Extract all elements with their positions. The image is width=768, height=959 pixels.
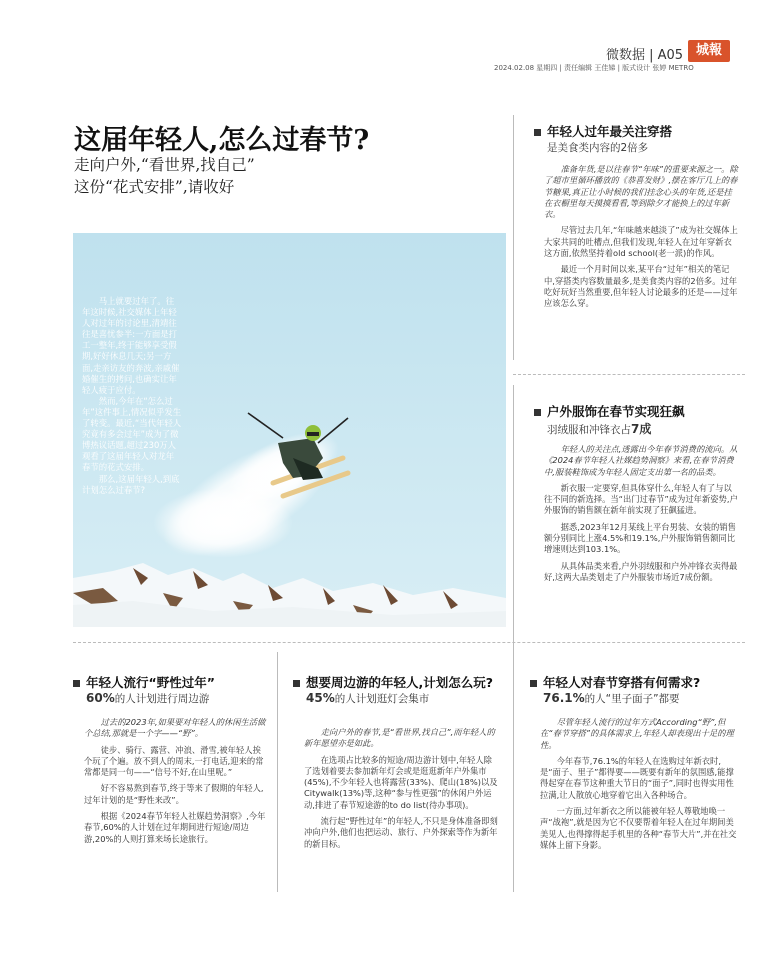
section-title-trip: 想要周边游的年轻人,计划怎么玩? (293, 673, 493, 691)
body-paragraph: 流行起“野性过年”的年轻人,不只是身体准备即刻冲向户外,他们也把运动、旅行、户外探索等作为新年的新目标。 (304, 815, 498, 849)
section-body-fashion (544, 164, 740, 314)
section-body-needs (540, 717, 740, 856)
square-bullet-icon (534, 409, 541, 416)
section-divider (73, 642, 745, 643)
square-bullet-icon (534, 129, 541, 136)
square-bullet-icon (293, 680, 300, 687)
column-divider (513, 115, 514, 360)
section-body-wild (84, 717, 266, 850)
section-subtitle-trip: 45%的人计划逛灯会集市 (306, 691, 430, 705)
intro-paragraph: 马上就要过年了。往年这时候,社交媒体上年轻人对过年的讨论里,清靖往往是喜忧参半:一方面是打工一整年,终于能够享受假期,好好休息几天;另一方面,走亲访友的奔波,亲戚催婚催生的拷问,也确实让年轻人疲于应付。 (82, 296, 180, 395)
intro-paragraph: 然而,今年在“怎么过年”这件事上,情况似乎发生了转变。最近,“当代年轻人究竟有多会过年”成为了微博热议话题,超过230万人观看了这届年轻人对龙年春节的花式安排。 (82, 395, 182, 473)
section-subtitle-outdoor: 羽绒服和冲锋衣占7成 (547, 422, 652, 436)
lead-paragraph: 尽管年轻人流行的过年方式According“野”,但在“春节穿搭”的具体需求上,年轻人却表现出十足的理性。 (540, 717, 734, 750)
page-title: 这届年轻人,怎么过春节? (74, 125, 370, 156)
body-paragraph: 根据《2024春节年轻人社媒趋势洞察》,今年春节,60%的人计划在过年期间进行短途/周边游,20%的人则打算来场长途旅行。 (84, 810, 266, 844)
section-subtitle-wild: 60%的人计划进行周边游 (86, 691, 210, 705)
column-divider (513, 385, 514, 660)
section-title-wild: 年轻人流行“野性过年” (73, 673, 215, 691)
issue-meta: 2024.02.08 星期四 | 责任编辑 王佳娣 | 版式设计 张婷 METRO (494, 64, 694, 72)
body-paragraph: 最近一个月时间以来,某平台“过年”相关的笔记中,穿搭类内容数量最多,是美食类内容的2倍多。过年吃好玩好当然重要,但年轻人讨论最多的还是——过年应该怎么穿。 (544, 264, 738, 309)
body-paragraph: 尽管过去几年,“年味越来越淡了”成为社交媒体上大家共同的吐槽点,但我们发现,年轻人在过年穿新衣这方面,依然坚持着old school(老一派)的作风。 (544, 225, 738, 258)
newspaper-logo: 城報 (688, 40, 730, 62)
intro-paragraph: 那么,这届年轻人,到底计划怎么过春节? (82, 473, 180, 495)
section-title-needs: 年轻人对春节穿搭有何需求? (530, 673, 700, 691)
section-divider (513, 374, 745, 375)
intro-text (82, 296, 182, 496)
section-subtitle-fashion: 是美食类内容的2倍多 (547, 142, 649, 154)
body-paragraph: 从具体品类来看,户外羽绒服和户外冲锋衣卖得最好,这两大品类划走了户外服装市场近7成份额。 (544, 560, 738, 582)
body-paragraph: 据悉,2023年12月某线上平台男装、女装的销售额分别同比上涨4.5%和19.1%,户外服饰销售额同比增速则达到103.1%。 (544, 521, 736, 555)
body-paragraph: 好不容易熬到春节,终于等来了假期的年轻人,过年计划的是“野性来改”。 (84, 783, 264, 805)
column-divider (513, 652, 514, 892)
section-body-trip (304, 727, 500, 855)
body-paragraph: 一方面,过年新衣之所以能被年轻人尊敬地唤一声“战袍”,就是因为它不仅要帮着年轻人在过年期间美美见人,也得撑得起手机里的各种“春节大片”,并在社交媒体上留下身影。 (540, 805, 737, 850)
column-divider (277, 652, 278, 892)
square-bullet-icon (73, 680, 80, 687)
section-title-outdoor: 户外服饰在春节实现狂飙 (534, 402, 685, 420)
lead-paragraph: 年轻人的关注点,透露出今年春节消费的流向。从《2024春节年轻人社媒趋势洞察》来看,在春节消费中,服装鞋饰成为年轻人固定支出第一名的品类。 (544, 444, 738, 477)
page-number: 微数据 | A05 (606, 48, 684, 63)
section-body-outdoor (544, 444, 740, 588)
body-paragraph: 徒步、骑行、露营、冲浪、滑雪,被年轻人挨个玩了个遍。放不到人的周末,一打电话,迎来的常常都是同一句——“信号不好,在山里呢。” (84, 744, 264, 778)
lead-paragraph: 过去的2023年,如果要对年轻人的休闲生活做个总结,那就是一个字——“野”。 (84, 717, 266, 739)
section-title-fashion: 年轻人过年最关注穿搭 (534, 122, 672, 140)
body-paragraph: 在选项占比较多的短途/周边游计划中,年轻人除了选划着要去参加新年灯会或是逛逛新年户外集市(45%),不少年轻人也将露营(33%)、爬山(18%)以及Citywalk(13%)等,这种“参与性更强”的休闲户外运动,排进了春节短途游的to do list(待办事项)。 (304, 754, 498, 810)
page-subtitle-2: 这份“花式安排”,请收好 (74, 178, 235, 196)
section-subtitle-needs: 76.1%的人“里子面子”都要 (543, 691, 680, 705)
body-paragraph: 今年春节,76.1%的年轻人在选购过年新衣时,是“面子、里子”都得要——既要有新年的氛围感,能撑得起穿在春节这种重大节日的“面子”,同时也得实用性拉满,让人散放心地穿着它出入各种场合。 (540, 755, 734, 800)
lead-paragraph: 走向户外的春节,是“看世界,找自己”,而年轻人的新年愿望亦是如此。 (304, 727, 495, 749)
page-subtitle-1: 走向户外,“看世界,找自己” (74, 156, 255, 174)
square-bullet-icon (530, 680, 537, 687)
lead-paragraph: 准备年货,是以往春节“年味”的重要来源之一。除了超市里循环播放的《恭喜发财》,摆在客厅几上的春节糖果,真正让小时候的我们挂念心头的年货,还是挂在衣橱里每天摸摸看看,等到除夕才能换上的过年新衣。 (544, 164, 738, 220)
body-paragraph: 新衣服一定要穿,但具体穿什么,年轻人有了与以往不同的新选择。当“出门过春节”成为过年新姿势,户外服饰的销售额在新年前实现了狂飙猛进。 (544, 482, 738, 516)
